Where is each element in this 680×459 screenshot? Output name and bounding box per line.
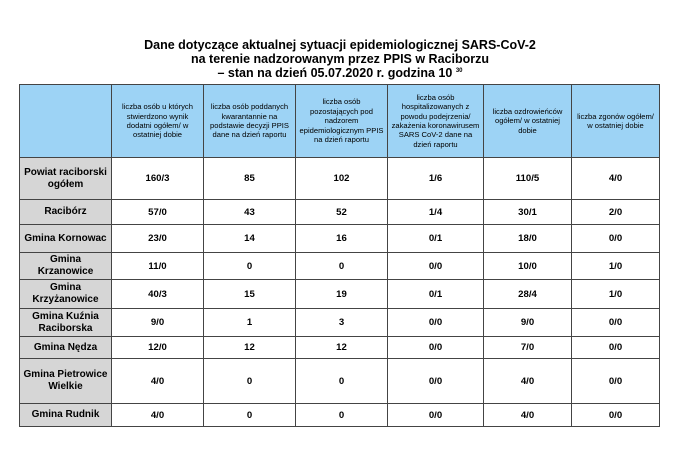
table-row — [20, 158, 660, 200]
header-positive-cases: liczba osób u których stwierdzono wynik dodatni ogółem/ w ostatniej dobie — [112, 85, 204, 158]
cell-positive: 4/0 — [112, 359, 204, 404]
table-row — [20, 280, 660, 309]
cell-deaths: 4/0 — [572, 158, 660, 200]
epidemiological-data-table — [19, 84, 660, 427]
row-label: Powiat raciborski ogółem — [20, 158, 112, 200]
header-recovered: liczba ozdrowieńców ogółem/ w ostatniej dobie — [484, 85, 572, 158]
cell-quarantine: 43 — [204, 200, 296, 225]
row-label: Gmina Nędza — [20, 337, 112, 359]
cell-positive: 160/3 — [112, 158, 204, 200]
cell-supervision: 52 — [296, 200, 388, 225]
cell-hospitalized: 0/0 — [388, 337, 484, 359]
hour-superscript: 30 — [455, 67, 463, 74]
row-label: Gmina Rudnik — [20, 404, 112, 427]
cell-positive: 12/0 — [112, 337, 204, 359]
title-line-2: na terenie nadzorowanym przez PPIS w Raciborzu — [191, 52, 489, 66]
header-hospitalized: liczba osób hospitalizowanych z powodu podejrzenia/ zakażenia koronawirusem SARS CoV-2 dane na dzień raportu — [388, 85, 484, 158]
cell-deaths: 0/0 — [572, 404, 660, 427]
row-label: Gmina Pietrowice Wielkie — [20, 359, 112, 404]
cell-positive: 9/0 — [112, 309, 204, 337]
cell-supervision: 19 — [296, 280, 388, 309]
header-supervision: liczba osób pozostających pod nadzorem epidemiologicznym PPIS na dzień raportu — [296, 85, 388, 158]
cell-recovered: 10/0 — [484, 253, 572, 280]
cell-recovered: 4/0 — [484, 359, 572, 404]
cell-hospitalized: 0/0 — [388, 253, 484, 280]
cell-quarantine: 14 — [204, 225, 296, 253]
table-row — [20, 359, 660, 404]
header-deaths: liczba zgonów ogółem/ w ostatniej dobie — [572, 85, 660, 158]
cell-recovered: 7/0 — [484, 337, 572, 359]
cell-supervision: 0 — [296, 253, 388, 280]
header-quarantine: liczba osób poddanych kwarantannie na podstawie decyzji PPIS dane na dzień raportu — [204, 85, 296, 158]
cell-recovered: 110/5 — [484, 158, 572, 200]
title-line-3 — [0, 66, 680, 80]
cell-supervision: 0 — [296, 404, 388, 427]
cell-recovered: 4/0 — [484, 404, 572, 427]
cell-supervision: 12 — [296, 337, 388, 359]
cell-recovered: 30/1 — [484, 200, 572, 225]
cell-quarantine: 12 — [204, 337, 296, 359]
header-corner — [20, 85, 112, 158]
table-row — [20, 337, 660, 359]
cell-positive: 57/0 — [112, 200, 204, 225]
cell-quarantine: 0 — [204, 404, 296, 427]
cell-deaths: 2/0 — [572, 200, 660, 225]
row-label: Gmina Kuźnia Raciborska — [20, 309, 112, 337]
cell-quarantine: 15 — [204, 280, 296, 309]
row-label: Racibórz — [20, 200, 112, 225]
row-label: Gmina Krzyżanowice — [20, 280, 112, 309]
cell-supervision: 0 — [296, 359, 388, 404]
cell-deaths: 1/0 — [572, 280, 660, 309]
cell-deaths: 0/0 — [572, 337, 660, 359]
row-label: Gmina Kornowac — [20, 225, 112, 253]
title-line-3-text: – stan na dzień 05.07.2020 r. godzina 10 — [217, 66, 453, 80]
title-line-1: Dane dotyczące aktualnej sytuacji epidemiologicznej SARS-CoV-2 — [144, 38, 536, 52]
cell-quarantine: 0 — [204, 359, 296, 404]
cell-hospitalized: 0/0 — [388, 359, 484, 404]
cell-quarantine: 0 — [204, 253, 296, 280]
table-row — [20, 200, 660, 225]
header-row — [20, 85, 660, 158]
cell-recovered: 9/0 — [484, 309, 572, 337]
cell-hospitalized: 1/4 — [388, 200, 484, 225]
cell-hospitalized: 0/1 — [388, 225, 484, 253]
cell-deaths: 1/0 — [572, 253, 660, 280]
cell-deaths: 0/0 — [572, 309, 660, 337]
cell-positive: 23/0 — [112, 225, 204, 253]
cell-hospitalized: 0/0 — [388, 309, 484, 337]
cell-supervision: 16 — [296, 225, 388, 253]
row-label: Gmina Krzanowice — [20, 253, 112, 280]
table-row — [20, 253, 660, 280]
cell-deaths: 0/0 — [572, 225, 660, 253]
cell-hospitalized: 0/0 — [388, 404, 484, 427]
cell-supervision: 3 — [296, 309, 388, 337]
cell-supervision: 102 — [296, 158, 388, 200]
cell-recovered: 18/0 — [484, 225, 572, 253]
cell-positive: 4/0 — [112, 404, 204, 427]
cell-hospitalized: 0/1 — [388, 280, 484, 309]
cell-quarantine: 1 — [204, 309, 296, 337]
cell-recovered: 28/4 — [484, 280, 572, 309]
cell-positive: 11/0 — [112, 253, 204, 280]
table-row — [20, 404, 660, 427]
document-title — [0, 38, 680, 80]
cell-positive: 40/3 — [112, 280, 204, 309]
cell-quarantine: 85 — [204, 158, 296, 200]
cell-hospitalized: 1/6 — [388, 158, 484, 200]
table-row — [20, 225, 660, 253]
table-row — [20, 309, 660, 337]
cell-deaths: 0/0 — [572, 359, 660, 404]
